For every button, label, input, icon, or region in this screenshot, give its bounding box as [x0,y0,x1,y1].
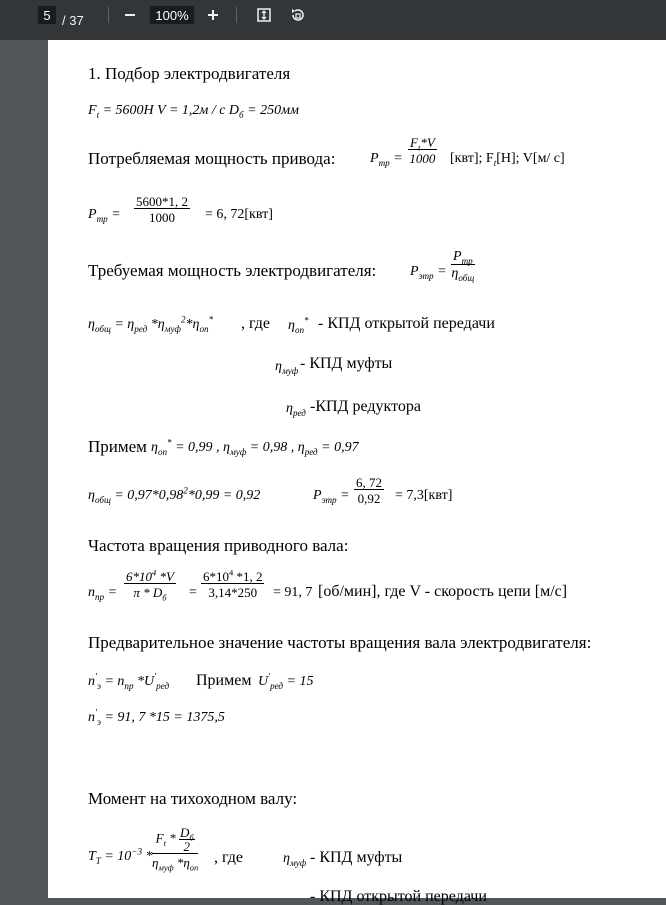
petr-calc-fraction: $\frac{6, 72}{0,92}$ [356,475,382,506]
page-total: / 37 [62,12,84,28]
ptr-units: [квт]; $F_t[Н]$; V[м/ с] [450,151,565,168]
eta-red-symbol: $\eta_{ред}$ [286,401,306,418]
pdf-toolbar [0,0,666,40]
frequency-label: Частота вращения приводного вала: [88,536,349,555]
minus-icon[interactable] [120,5,140,25]
T-lhs: $T_Т = 10^{-3}$ * [88,846,153,866]
T-where: , где [214,849,244,866]
power-label: Потребляемая мощность привода: [88,149,336,168]
eta-muf-symbol: $\eta_{муф}$ [275,359,299,376]
pdf-page [48,40,666,905]
ptr-calc-fraction: $\frac{5600*1, 2}{1000}$ [136,194,188,225]
eta-general-formula: $\eta_{общ} = \eta_{ред}$ $*\eta_{муф}^2*\eta_{оп}^*$ [88,314,214,334]
petr-calc-lhs: $P_{этр}$ = [313,488,350,505]
n-fraction-1: $6*10^4$ *V π * $D_б$ [126,567,174,603]
eta-red-desc: -КПД редуктора [310,398,421,415]
ptr-calc-lhs: $P_{тр}$ = [88,207,121,224]
accept-label: Примем [88,437,147,456]
required-power-label: Требуемая мощность электродвигателя: [88,261,377,280]
plus-icon[interactable] [203,5,223,25]
T-eta-muf-desc: - КПД муфты [310,849,403,866]
eta-calc: $\eta_{общ} = 0,97*0,98^2*0,99 = 0,92$ [88,485,261,505]
ne-formula: $n'_э = n_{пр}$ $*U'_{ред}$ [88,671,170,691]
eq-sign: = [189,585,197,600]
given-values: $F_t = 5600H$ V = 1,2м / с $D_б = 250мм$ [88,103,299,120]
T-cut-line: - КПД открытой передачи [310,888,487,905]
zoom-level-input[interactable]: 100% [150,6,194,24]
ptr-fraction: $\frac{F_t*V}{1000}$ [409,135,436,166]
T-eta-muf-symbol: $\eta_{муф}$ [283,851,307,868]
petr-lhs: $P_{этр}$ = [410,264,447,281]
ne-calc: $n'_э = 91$, 7 *15 = 1375,5 [88,707,225,727]
n-lhs: $n_{пр}$ = [88,585,118,602]
toolbar-divider [236,7,237,23]
ptr-calc-result: = 6, 72[квт] [205,207,273,222]
u-accept: $U'_{ред} = 15$ [258,671,314,691]
eta-op-desc: - КПД открытой передачи [318,315,495,332]
petr-fraction: $P_{тр}$ $\eta_{общ}$ [451,249,475,283]
eta-op-symbol: $\eta_{оп}^*$ [288,315,309,335]
rotate-icon[interactable] [287,5,307,25]
prelim-label: Предварительное значение частоты вращения вала электродвигателя: [88,633,592,652]
moment-label: Момент на тихоходном валу: [88,789,298,808]
n-fraction-2: $\frac{6*10^4 *1, 2}{3,14*250}$ [203,567,263,600]
section-heading: 1. Подбор электродвигателя [88,64,291,83]
accept-values: $\eta_{оп}^* = 0,99$ , $\eta_{муф} = 0,98$ , $\eta_{ред} = 0,97$ [151,437,359,457]
accept2-label: Примем [196,672,252,689]
where-text: , где [241,315,271,332]
page-number-input[interactable]: 5 [38,6,56,24]
T-fraction: $F_t$ * $D_б$ 2 $\eta_{муф}$ $*\eta_{оп}$ [152,825,199,873]
eta-muf-desc: - КПД муфты [300,355,393,372]
fit-page-icon[interactable] [254,5,274,25]
ptr-formula-lhs: $P_{тр}$ = [370,151,403,168]
toolbar-divider [108,7,109,23]
n-result: = 91, 7 [273,585,313,600]
petr-calc-result: = 7,3[квт] [395,488,453,503]
n-desc: [об/мин], где V - скорость цепи [м/с] [318,583,568,600]
